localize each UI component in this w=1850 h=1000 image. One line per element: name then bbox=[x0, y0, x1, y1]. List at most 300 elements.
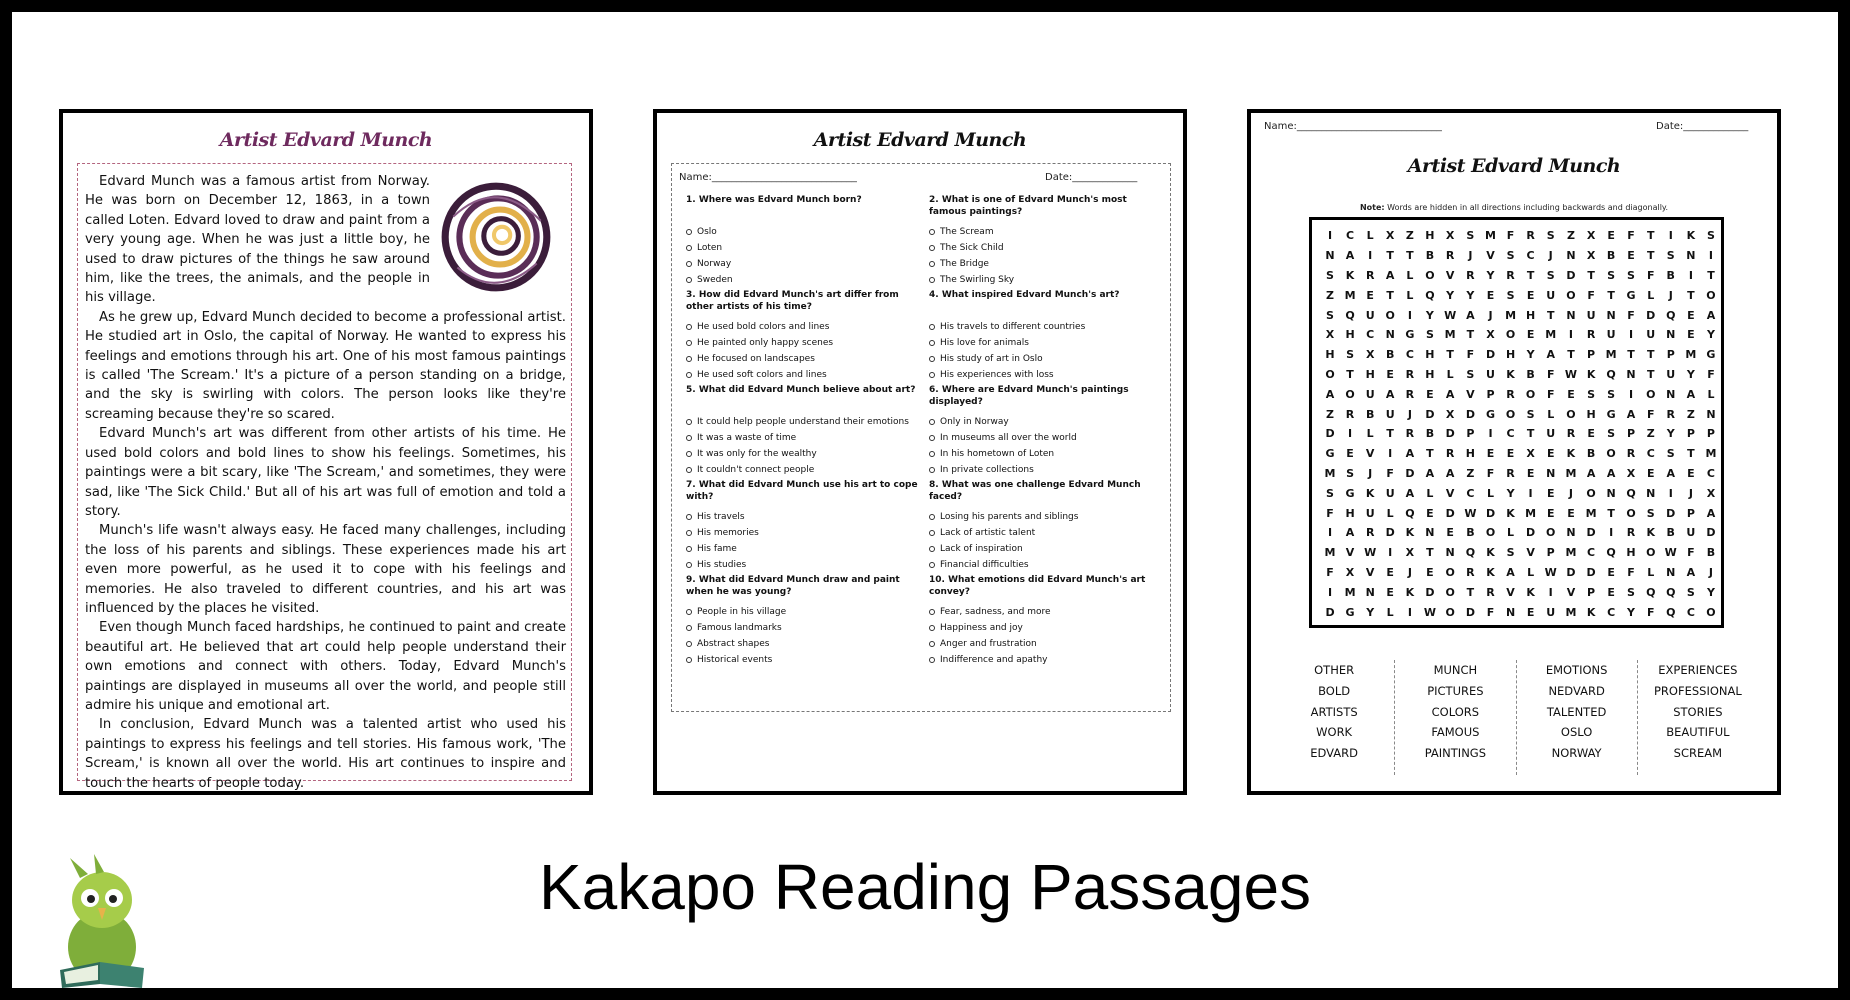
grid-letter[interactable]: V bbox=[1526, 546, 1535, 560]
grid-letter[interactable]: T bbox=[1426, 546, 1434, 560]
grid-letter[interactable]: G bbox=[1405, 328, 1415, 342]
grid-letter[interactable]: H bbox=[1425, 229, 1435, 243]
grid-letter[interactable]: A bbox=[1666, 466, 1675, 480]
grid-letter[interactable]: A bbox=[1546, 348, 1555, 362]
grid-letter[interactable]: G bbox=[1345, 486, 1355, 500]
grid-letter[interactable]: T bbox=[1406, 249, 1414, 263]
grid-letter[interactable]: T bbox=[1567, 348, 1575, 362]
grid-letter[interactable]: X bbox=[1445, 407, 1455, 421]
grid-letter[interactable]: Q bbox=[1606, 546, 1616, 560]
grid-letter[interactable]: X bbox=[1365, 348, 1375, 362]
grid-letter[interactable]: L bbox=[1647, 288, 1655, 302]
grid-letter[interactable]: F bbox=[1646, 407, 1655, 421]
grid-letter[interactable]: T bbox=[1607, 506, 1615, 520]
grid-letter[interactable]: L bbox=[1647, 565, 1655, 579]
grid-letter[interactable]: G bbox=[1626, 288, 1636, 302]
answer-option[interactable]: His experiences with loss bbox=[929, 367, 1167, 383]
answer-option[interactable]: His love for animals bbox=[929, 335, 1167, 351]
grid-letter[interactable]: Q bbox=[1646, 585, 1656, 599]
grid-letter[interactable]: O bbox=[1445, 605, 1455, 619]
grid-letter[interactable]: U bbox=[1666, 367, 1676, 381]
grid-letter[interactable]: F bbox=[1646, 268, 1655, 282]
grid-letter[interactable]: I bbox=[1327, 526, 1333, 540]
grid-letter[interactable]: E bbox=[1687, 328, 1695, 342]
grid-letter[interactable]: U bbox=[1365, 387, 1375, 401]
grid-letter[interactable]: X bbox=[1385, 229, 1395, 243]
grid-letter[interactable]: S bbox=[1466, 229, 1475, 243]
grid-letter[interactable]: F bbox=[1546, 367, 1555, 381]
grid-letter[interactable]: M bbox=[1605, 348, 1617, 362]
grid-letter[interactable]: Y bbox=[1666, 427, 1675, 441]
grid-letter[interactable]: U bbox=[1646, 328, 1656, 342]
grid-letter[interactable]: U bbox=[1686, 526, 1696, 540]
grid-letter[interactable]: C bbox=[1607, 605, 1616, 619]
grid-letter[interactable]: D bbox=[1586, 565, 1596, 579]
grid-letter[interactable]: J bbox=[1668, 288, 1673, 302]
grid-letter[interactable]: S bbox=[1546, 229, 1555, 243]
grid-letter[interactable]: I bbox=[1488, 427, 1493, 441]
grid-letter[interactable]: T bbox=[1546, 308, 1555, 322]
grid-letter[interactable]: J bbox=[1407, 565, 1412, 579]
grid-letter[interactable]: E bbox=[1587, 427, 1595, 441]
grid-letter[interactable]: A bbox=[1425, 466, 1435, 480]
grid-letter[interactable]: C bbox=[1466, 486, 1475, 500]
grid-letter[interactable]: O bbox=[1525, 387, 1536, 401]
answer-option[interactable]: His travels to different countries bbox=[929, 319, 1167, 335]
grid-letter[interactable]: D bbox=[1445, 427, 1455, 441]
grid-letter[interactable]: I bbox=[1688, 268, 1693, 282]
grid-letter[interactable]: K bbox=[1506, 506, 1515, 520]
grid-letter[interactable]: R bbox=[1666, 407, 1675, 421]
grid-letter[interactable]: N bbox=[1505, 605, 1516, 619]
grid-letter[interactable]: D bbox=[1485, 348, 1496, 362]
grid-letter[interactable]: X bbox=[1586, 229, 1596, 243]
answer-option[interactable]: Lack of inspiration bbox=[929, 541, 1167, 557]
grid-letter[interactable]: W bbox=[1423, 605, 1436, 619]
grid-letter[interactable]: R bbox=[1365, 268, 1375, 282]
grid-letter[interactable]: A bbox=[1606, 466, 1616, 480]
grid-letter[interactable]: I bbox=[1327, 585, 1333, 599]
answer-option[interactable]: Lack of artistic talent bbox=[929, 525, 1167, 541]
grid-letter[interactable]: X bbox=[1345, 565, 1355, 579]
grid-letter[interactable]: C bbox=[1686, 605, 1695, 619]
grid-letter[interactable]: C bbox=[1587, 546, 1596, 560]
grid-letter[interactable]: X bbox=[1486, 328, 1495, 342]
grid-letter[interactable]: X bbox=[1445, 229, 1455, 243]
answer-option[interactable]: In his hometown of Loten bbox=[929, 446, 1167, 462]
grid-letter[interactable]: Z bbox=[1646, 427, 1655, 441]
answer-option[interactable]: Sweden bbox=[686, 272, 924, 288]
grid-letter[interactable]: W bbox=[1664, 546, 1677, 560]
grid-letter[interactable]: U bbox=[1385, 486, 1395, 500]
grid-letter[interactable]: D bbox=[1445, 506, 1455, 520]
grid-letter[interactable]: M bbox=[1585, 506, 1597, 520]
grid-letter[interactable]: N bbox=[1566, 249, 1576, 263]
grid-letter[interactable]: G bbox=[1706, 348, 1716, 362]
grid-letter[interactable]: Q bbox=[1666, 308, 1676, 322]
grid-letter[interactable]: R bbox=[1345, 407, 1355, 421]
grid-letter[interactable]: R bbox=[1365, 526, 1375, 540]
grid-letter[interactable]: X bbox=[1405, 546, 1415, 560]
grid-letter[interactable]: N bbox=[1546, 466, 1556, 480]
grid-letter[interactable]: E bbox=[1646, 466, 1655, 480]
grid-letter[interactable]: O bbox=[1325, 367, 1335, 381]
grid-letter[interactable]: E bbox=[1426, 387, 1434, 401]
grid-letter[interactable]: X bbox=[1586, 249, 1596, 263]
grid-letter[interactable]: T bbox=[1526, 268, 1535, 282]
grid-letter[interactable]: A bbox=[1445, 466, 1455, 480]
grid-letter[interactable]: X bbox=[1626, 466, 1636, 480]
grid-letter[interactable]: M bbox=[1444, 328, 1456, 342]
grid-letter[interactable]: N bbox=[1425, 526, 1435, 540]
grid-letter[interactable]: I bbox=[1708, 249, 1713, 263]
grid-letter[interactable]: Z bbox=[1405, 229, 1414, 243]
answer-option[interactable]: It was only for the wealthy bbox=[686, 446, 924, 462]
grid-letter[interactable]: I bbox=[1609, 526, 1614, 540]
grid-letter[interactable]: U bbox=[1546, 427, 1556, 441]
grid-letter[interactable]: I bbox=[1628, 387, 1634, 401]
grid-letter[interactable]: U bbox=[1365, 506, 1375, 520]
grid-letter[interactable]: H bbox=[1365, 367, 1375, 381]
grid-letter[interactable]: S bbox=[1346, 348, 1355, 362]
grid-letter[interactable]: E bbox=[1546, 506, 1555, 520]
grid-letter[interactable]: S bbox=[1607, 387, 1616, 401]
grid-letter[interactable]: I bbox=[1407, 308, 1412, 322]
grid-letter[interactable]: L bbox=[1527, 565, 1535, 579]
grid-letter[interactable]: E bbox=[1567, 506, 1575, 520]
grid-letter[interactable]: L bbox=[1446, 367, 1454, 381]
grid-letter[interactable]: A bbox=[1385, 268, 1395, 282]
grid-letter[interactable]: W bbox=[1464, 506, 1477, 520]
grid-letter[interactable]: T bbox=[1607, 288, 1615, 302]
grid-letter[interactable]: O bbox=[1626, 506, 1636, 520]
grid-letter[interactable]: A bbox=[1405, 447, 1415, 461]
grid-letter[interactable]: U bbox=[1546, 605, 1556, 619]
grid-letter[interactable]: N bbox=[1646, 486, 1656, 500]
grid-letter[interactable]: S bbox=[1506, 546, 1515, 560]
grid-letter[interactable]: S bbox=[1627, 268, 1635, 282]
grid-letter[interactable]: M bbox=[1525, 506, 1537, 520]
grid-letter[interactable]: M bbox=[1344, 288, 1356, 302]
grid-letter[interactable]: F bbox=[1386, 466, 1394, 480]
grid-letter[interactable]: E bbox=[1346, 447, 1354, 461]
answer-option[interactable]: His study of art in Oslo bbox=[929, 351, 1167, 367]
grid-letter[interactable]: K bbox=[1405, 585, 1415, 599]
grid-letter[interactable]: E bbox=[1687, 466, 1695, 480]
grid-letter[interactable]: A bbox=[1345, 249, 1355, 263]
grid-letter[interactable]: L bbox=[1507, 526, 1515, 540]
grid-letter[interactable]: C bbox=[1346, 229, 1355, 243]
grid-letter[interactable]: T bbox=[1587, 268, 1595, 282]
grid-letter[interactable]: G bbox=[1345, 605, 1355, 619]
grid-letter[interactable]: N bbox=[1626, 367, 1636, 381]
grid-letter[interactable]: H bbox=[1505, 348, 1516, 362]
grid-letter[interactable]: T bbox=[1386, 427, 1394, 441]
grid-letter[interactable]: S bbox=[1686, 585, 1695, 599]
answer-option[interactable]: Financial difficulties bbox=[929, 557, 1167, 573]
grid-letter[interactable]: M bbox=[1324, 466, 1336, 480]
answer-option[interactable]: The Sick Child bbox=[929, 240, 1167, 256]
grid-letter[interactable]: E bbox=[1386, 565, 1394, 579]
grid-letter[interactable]: P bbox=[1686, 427, 1695, 441]
grid-letter[interactable]: I bbox=[1528, 486, 1533, 500]
grid-letter[interactable]: K bbox=[1566, 447, 1576, 461]
grid-letter[interactable]: A bbox=[1445, 387, 1455, 401]
grid-letter[interactable]: N bbox=[1365, 585, 1375, 599]
grid-letter[interactable]: Y bbox=[1425, 308, 1434, 322]
grid-letter[interactable]: S bbox=[1425, 328, 1434, 342]
grid-letter[interactable]: K bbox=[1586, 605, 1596, 619]
grid-letter[interactable]: X bbox=[1526, 447, 1535, 461]
grid-letter[interactable]: M bbox=[1685, 348, 1697, 362]
grid-letter[interactable]: H bbox=[1325, 348, 1335, 362]
grid-letter[interactable]: E bbox=[1607, 229, 1615, 243]
grid-letter[interactable]: O bbox=[1505, 328, 1516, 342]
answer-option[interactable]: Happiness and joy bbox=[929, 620, 1167, 636]
grid-letter[interactable]: O bbox=[1646, 387, 1656, 401]
answer-option[interactable]: Indifference and apathy bbox=[929, 652, 1167, 668]
grid-letter[interactable]: F bbox=[1466, 348, 1475, 362]
answer-option[interactable]: Loten bbox=[686, 240, 924, 256]
grid-letter[interactable]: K bbox=[1506, 367, 1515, 381]
grid-letter[interactable]: C bbox=[1405, 348, 1414, 362]
grid-letter[interactable]: Y bbox=[1706, 328, 1715, 342]
grid-letter[interactable]: R bbox=[1626, 447, 1636, 461]
grid-letter[interactable]: Q bbox=[1345, 308, 1355, 322]
grid-letter[interactable]: J bbox=[1568, 486, 1573, 500]
grid-letter[interactable]: T bbox=[1386, 288, 1394, 302]
grid-letter[interactable]: K bbox=[1405, 526, 1415, 540]
grid-letter[interactable]: F bbox=[1627, 229, 1635, 243]
grid-letter[interactable]: B bbox=[1586, 447, 1596, 461]
grid-letter[interactable]: J bbox=[1488, 308, 1493, 322]
grid-letter[interactable]: S bbox=[1607, 268, 1616, 282]
answer-option[interactable]: His memories bbox=[686, 525, 924, 541]
grid-letter[interactable]: Q bbox=[1425, 288, 1435, 302]
grid-letter[interactable]: E bbox=[1426, 506, 1434, 520]
grid-letter[interactable]: F bbox=[1707, 367, 1715, 381]
grid-letter[interactable]: S bbox=[1326, 308, 1334, 322]
grid-letter[interactable]: G bbox=[1486, 407, 1496, 421]
grid-letter[interactable]: N bbox=[1686, 249, 1696, 263]
grid-letter[interactable]: Y bbox=[1506, 486, 1515, 500]
grid-letter[interactable]: S bbox=[1666, 447, 1675, 461]
grid-letter[interactable]: L bbox=[1406, 268, 1414, 282]
grid-letter[interactable]: E bbox=[1426, 565, 1434, 579]
grid-letter[interactable]: O bbox=[1546, 526, 1556, 540]
answer-option[interactable]: Only in Norway bbox=[929, 414, 1167, 430]
grid-letter[interactable]: Q bbox=[1405, 506, 1415, 520]
answer-option[interactable]: It could help people understand their emotions bbox=[686, 414, 924, 430]
grid-letter[interactable]: A bbox=[1325, 387, 1335, 401]
answer-option[interactable]: People in his village bbox=[686, 604, 924, 620]
grid-letter[interactable]: O bbox=[1706, 605, 1716, 619]
grid-letter[interactable]: B bbox=[1365, 407, 1375, 421]
grid-letter[interactable]: D bbox=[1485, 506, 1496, 520]
grid-letter[interactable]: D bbox=[1706, 526, 1716, 540]
grid-letter[interactable]: M bbox=[1485, 229, 1496, 243]
grid-letter[interactable]: E bbox=[1546, 486, 1555, 500]
answer-option[interactable]: Losing his parents and siblings bbox=[929, 509, 1167, 525]
grid-letter[interactable]: N bbox=[1606, 486, 1616, 500]
grid-letter[interactable]: O bbox=[1445, 565, 1455, 579]
grid-letter[interactable]: U bbox=[1486, 367, 1495, 381]
grid-letter[interactable]: P bbox=[1666, 348, 1675, 362]
grid-letter[interactable]: B bbox=[1706, 546, 1716, 560]
grid-letter[interactable]: N bbox=[1385, 328, 1395, 342]
grid-letter[interactable]: U bbox=[1385, 407, 1395, 421]
grid-letter[interactable]: D bbox=[1325, 605, 1335, 619]
grid-letter[interactable]: D bbox=[1425, 407, 1435, 421]
grid-letter[interactable]: D bbox=[1465, 407, 1475, 421]
grid-letter[interactable]: O bbox=[1566, 288, 1576, 302]
answer-option[interactable]: It was a waste of time bbox=[686, 430, 924, 446]
grid-letter[interactable]: T bbox=[1687, 288, 1695, 302]
grid-letter[interactable]: I bbox=[1388, 447, 1393, 461]
grid-letter[interactable]: O bbox=[1566, 407, 1576, 421]
grid-letter[interactable]: G bbox=[1606, 407, 1616, 421]
grid-letter[interactable]: Q bbox=[1666, 605, 1676, 619]
answer-option[interactable]: Historical events bbox=[686, 652, 924, 668]
grid-letter[interactable]: Y bbox=[1706, 585, 1715, 599]
grid-letter[interactable]: B bbox=[1466, 526, 1475, 540]
grid-letter[interactable]: T bbox=[1446, 348, 1454, 362]
grid-letter[interactable]: A bbox=[1706, 308, 1716, 322]
answer-option[interactable]: Famous landmarks bbox=[686, 620, 924, 636]
answer-option[interactable]: The Swirling Sky bbox=[929, 272, 1167, 288]
answer-option[interactable]: His studies bbox=[686, 557, 924, 573]
grid-letter[interactable]: Y bbox=[1366, 605, 1375, 619]
grid-letter[interactable]: K bbox=[1486, 565, 1495, 579]
grid-letter[interactable]: S bbox=[1326, 486, 1334, 500]
grid-letter[interactable]: K bbox=[1486, 546, 1495, 560]
grid-letter[interactable]: T bbox=[1646, 249, 1655, 263]
grid-letter[interactable]: M bbox=[1505, 308, 1517, 322]
grid-letter[interactable]: R bbox=[1586, 328, 1596, 342]
grid-letter[interactable]: E bbox=[1607, 565, 1615, 579]
grid-letter[interactable]: A bbox=[1586, 466, 1596, 480]
grid-letter[interactable]: F bbox=[1587, 288, 1595, 302]
grid-letter[interactable]: Q bbox=[1666, 585, 1676, 599]
grid-letter[interactable]: Z bbox=[1466, 466, 1475, 480]
grid-letter[interactable]: T bbox=[1646, 348, 1655, 362]
grid-letter[interactable]: B bbox=[1425, 427, 1435, 441]
grid-letter[interactable]: D bbox=[1425, 585, 1435, 599]
grid-letter[interactable]: F bbox=[1486, 466, 1495, 480]
grid-letter[interactable]: G bbox=[1325, 447, 1335, 461]
grid-letter[interactable]: K bbox=[1365, 486, 1375, 500]
answer-option[interactable]: It couldn't connect people bbox=[686, 462, 924, 478]
grid-letter[interactable]: I bbox=[1568, 328, 1573, 342]
grid-letter[interactable]: L bbox=[1386, 506, 1394, 520]
grid-letter[interactable]: F bbox=[1486, 605, 1495, 619]
grid-letter[interactable]: R bbox=[1445, 447, 1455, 461]
grid-letter[interactable]: O bbox=[1425, 268, 1435, 282]
grid-letter[interactable]: Q bbox=[1606, 367, 1616, 381]
grid-letter[interactable]: L bbox=[1386, 605, 1394, 619]
grid-letter[interactable]: M bbox=[1324, 546, 1336, 560]
grid-letter[interactable]: M bbox=[1565, 466, 1577, 480]
grid-letter[interactable]: P bbox=[1587, 585, 1596, 599]
grid-letter[interactable]: K bbox=[1526, 585, 1535, 599]
grid-letter[interactable]: I bbox=[1388, 546, 1393, 560]
grid-letter[interactable]: E bbox=[1526, 288, 1535, 302]
grid-letter[interactable]: B bbox=[1425, 249, 1435, 263]
grid-letter[interactable]: T bbox=[1466, 585, 1475, 599]
grid-letter[interactable]: H bbox=[1525, 308, 1536, 322]
grid-letter[interactable]: C bbox=[1506, 427, 1515, 441]
grid-letter[interactable]: S bbox=[1326, 268, 1334, 282]
grid-letter[interactable]: S bbox=[1546, 268, 1555, 282]
grid-letter[interactable]: A bbox=[1385, 387, 1395, 401]
grid-letter[interactable]: Y bbox=[1486, 268, 1495, 282]
grid-letter[interactable]: N bbox=[1666, 387, 1676, 401]
grid-letter[interactable]: O bbox=[1706, 288, 1716, 302]
grid-letter[interactable]: B bbox=[1666, 526, 1675, 540]
grid-letter[interactable]: C bbox=[1706, 466, 1715, 480]
grid-letter[interactable]: O bbox=[1646, 546, 1656, 560]
grid-letter[interactable]: K bbox=[1686, 229, 1696, 243]
grid-letter[interactable]: E bbox=[1506, 447, 1515, 461]
grid-letter[interactable]: A bbox=[1405, 486, 1415, 500]
answer-option[interactable]: He used bold colors and lines bbox=[686, 319, 924, 335]
grid-letter[interactable]: J bbox=[1468, 249, 1473, 263]
answer-option[interactable]: Anger and frustration bbox=[929, 636, 1167, 652]
grid-letter[interactable]: U bbox=[1586, 308, 1596, 322]
grid-letter[interactable]: R bbox=[1405, 427, 1415, 441]
grid-letter[interactable]: I bbox=[1628, 328, 1634, 342]
grid-letter[interactable]: Q bbox=[1465, 546, 1476, 560]
grid-letter[interactable]: L bbox=[1547, 407, 1555, 421]
grid-letter[interactable]: I bbox=[1668, 229, 1673, 243]
grid-letter[interactable]: J bbox=[1407, 407, 1412, 421]
grid-letter[interactable]: V bbox=[1445, 486, 1455, 500]
grid-letter[interactable]: A bbox=[1466, 308, 1475, 322]
grid-letter[interactable]: E bbox=[1486, 447, 1495, 461]
grid-letter[interactable]: I bbox=[1668, 486, 1673, 500]
grid-letter[interactable]: T bbox=[1426, 447, 1434, 461]
grid-letter[interactable]: M bbox=[1705, 447, 1717, 461]
grid-letter[interactable]: I bbox=[1548, 585, 1553, 599]
grid-letter[interactable]: O bbox=[1445, 585, 1455, 599]
grid-letter[interactable]: B bbox=[1526, 367, 1535, 381]
grid-letter[interactable]: S bbox=[1666, 249, 1675, 263]
grid-letter[interactable]: Y bbox=[1686, 367, 1695, 381]
grid-letter[interactable]: A bbox=[1706, 506, 1716, 520]
grid-letter[interactable]: I bbox=[1368, 249, 1373, 263]
grid-letter[interactable]: R bbox=[1526, 229, 1535, 243]
grid-letter[interactable]: H bbox=[1425, 348, 1435, 362]
grid-letter[interactable]: Q bbox=[1626, 486, 1636, 500]
grid-letter[interactable]: Z bbox=[1566, 229, 1575, 243]
grid-letter[interactable]: E bbox=[1386, 367, 1394, 381]
grid-letter[interactable]: D bbox=[1405, 466, 1415, 480]
grid-letter[interactable]: H bbox=[1345, 328, 1355, 342]
grid-letter[interactable]: T bbox=[1386, 249, 1394, 263]
answer-option[interactable]: The Bridge bbox=[929, 256, 1167, 272]
grid-letter[interactable]: S bbox=[1646, 506, 1655, 520]
grid-letter[interactable]: E bbox=[1386, 585, 1394, 599]
grid-letter[interactable]: R bbox=[1566, 427, 1576, 441]
grid-letter[interactable]: O bbox=[1345, 387, 1355, 401]
grid-letter[interactable]: Z bbox=[1326, 288, 1334, 302]
grid-letter[interactable]: Z bbox=[1326, 407, 1334, 421]
grid-letter[interactable]: A bbox=[1506, 565, 1515, 579]
grid-letter[interactable]: H bbox=[1425, 367, 1435, 381]
answer-option[interactable]: He used soft colors and lines bbox=[686, 367, 924, 383]
grid-letter[interactable]: O bbox=[1485, 526, 1496, 540]
grid-letter[interactable]: F bbox=[1546, 387, 1555, 401]
